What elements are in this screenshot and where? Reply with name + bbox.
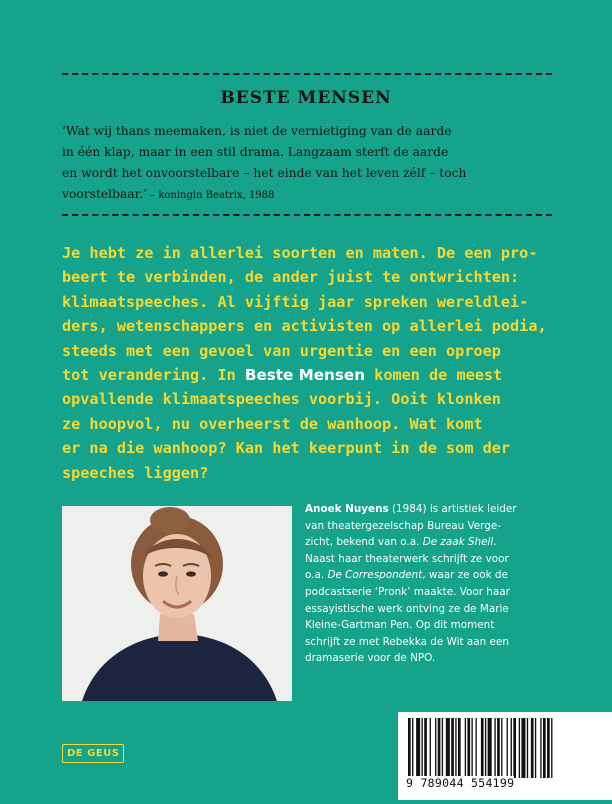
barcode-bar bbox=[519, 718, 520, 778]
barcode-bar bbox=[535, 718, 536, 778]
barcode-bar bbox=[540, 718, 541, 778]
barcode-bar bbox=[422, 718, 423, 778]
description-line: ders, wetenschappers en activisten op allerlei podia, bbox=[62, 317, 547, 336]
quote-line: in één klap, maar in een stil drama. Langzaam sterft de aarde bbox=[62, 145, 449, 159]
book-title-highlight: Beste Mensen bbox=[244, 366, 366, 385]
description-line: klimaatspeeches. Al vijftig jaar spreken wereldlei- bbox=[62, 292, 529, 311]
barcode-bar bbox=[494, 718, 495, 778]
description-line: beert te verbinden, de ander juist te ontwrichten: bbox=[62, 268, 520, 287]
bio-line: Kleine-Gartman Pen. Op dit moment bbox=[305, 619, 495, 632]
publisher-logo: DE GEUS bbox=[62, 744, 124, 763]
bio-line: essayistische werk ontving ze de Marie bbox=[305, 602, 509, 615]
barcode-bar bbox=[412, 718, 413, 778]
bio-line: o.a. bbox=[305, 569, 328, 582]
bio-line: . bbox=[493, 536, 497, 549]
author-bio bbox=[305, 501, 557, 667]
barcode-bar bbox=[507, 718, 508, 778]
barcode-bar bbox=[501, 718, 502, 778]
quote-attribution: – koningin Beatrix, 1988 bbox=[146, 190, 275, 201]
barcode-bar bbox=[551, 718, 552, 778]
barcode-bar bbox=[531, 718, 534, 778]
barcode-bar bbox=[430, 718, 431, 778]
author-portrait-illustration bbox=[62, 506, 292, 701]
quote-line: voorstelbaar.’ bbox=[62, 187, 147, 201]
description-line: er na die wanhoop? Kan het keerpunt in de som der bbox=[62, 439, 511, 458]
barcode-bar bbox=[458, 718, 461, 778]
section-title: BESTE MENSEN bbox=[220, 88, 392, 108]
book-description bbox=[62, 241, 562, 485]
barcode-bar bbox=[435, 718, 436, 778]
description-line: komen de meest bbox=[365, 366, 503, 385]
barcode-bar bbox=[438, 718, 441, 778]
barcode-bar bbox=[485, 718, 486, 778]
quote-line: en wordt het onvoorstelbare – het einde van het leven zélf – toch bbox=[62, 166, 467, 180]
bio-line: dramaserie voor de NPO. bbox=[305, 652, 436, 665]
barcode-bar bbox=[451, 718, 454, 778]
description-line: opvallende klimaatspeeches voorbij. Ooit klonken bbox=[62, 390, 501, 409]
barcode-bar bbox=[424, 718, 427, 778]
barcode-bar bbox=[543, 718, 546, 778]
bio-line: zicht, bekend van o.a. bbox=[305, 536, 423, 549]
bio-line: (1984) is artistiek leider bbox=[388, 503, 517, 515]
author-photo bbox=[62, 506, 292, 701]
bio-publication-title: De Correspondent bbox=[327, 569, 423, 582]
barcode-bar bbox=[521, 718, 525, 778]
barcode-bar bbox=[511, 718, 512, 778]
barcode-bar bbox=[455, 718, 456, 778]
bio-line: Naast haar theaterwerk schrijft ze voor bbox=[305, 552, 509, 565]
description-line: tot verandering. In bbox=[62, 366, 245, 385]
barcode-bar bbox=[465, 718, 466, 778]
description-line: ze hoopvol, nu overheerst de wanhoop. Wat komt bbox=[62, 414, 483, 433]
barcode-bar bbox=[416, 718, 420, 778]
description-line: steeds met een gevoel van urgentie en een oproep bbox=[62, 341, 501, 360]
barcode-bar bbox=[488, 718, 492, 778]
isbn-number: 9 789044 554199 bbox=[406, 776, 515, 790]
quote-line: ‘Wat wij thans meemaken, is niet de vernietiging van de aarde bbox=[62, 124, 452, 138]
author-name: Anoek Nuyens bbox=[305, 503, 389, 515]
barcode-bar bbox=[446, 718, 450, 778]
bio-work-title: De zaak Shell bbox=[422, 536, 494, 549]
barcode-bar bbox=[481, 718, 484, 778]
barcode-bar bbox=[547, 718, 550, 778]
description-line: Je hebt ze in allerlei soorten en maten. De een pro- bbox=[62, 244, 538, 262]
top-divider bbox=[62, 73, 552, 75]
bottom-divider bbox=[62, 214, 552, 216]
description-line: speeches liggen? bbox=[62, 463, 209, 482]
barcode-bar bbox=[527, 718, 528, 778]
bio-line: , waar ze ook de bbox=[422, 569, 508, 582]
barcode-bar bbox=[408, 718, 411, 778]
barcode-bar bbox=[497, 718, 500, 778]
bio-line: schrijft ze met Rebekka de Wit aan een bbox=[305, 635, 509, 648]
bio-line: podcastserie ‘Pronk’ maakte. Voor haar bbox=[305, 585, 510, 598]
opening-quote bbox=[62, 121, 552, 206]
barcode-bar bbox=[476, 718, 477, 778]
barcode-bar bbox=[471, 718, 472, 778]
barcode-bar bbox=[442, 718, 443, 778]
bio-line: van theatergezelschap Bureau Verge- bbox=[305, 519, 502, 532]
barcode-bar bbox=[467, 718, 470, 778]
barcode-bar bbox=[513, 718, 516, 778]
